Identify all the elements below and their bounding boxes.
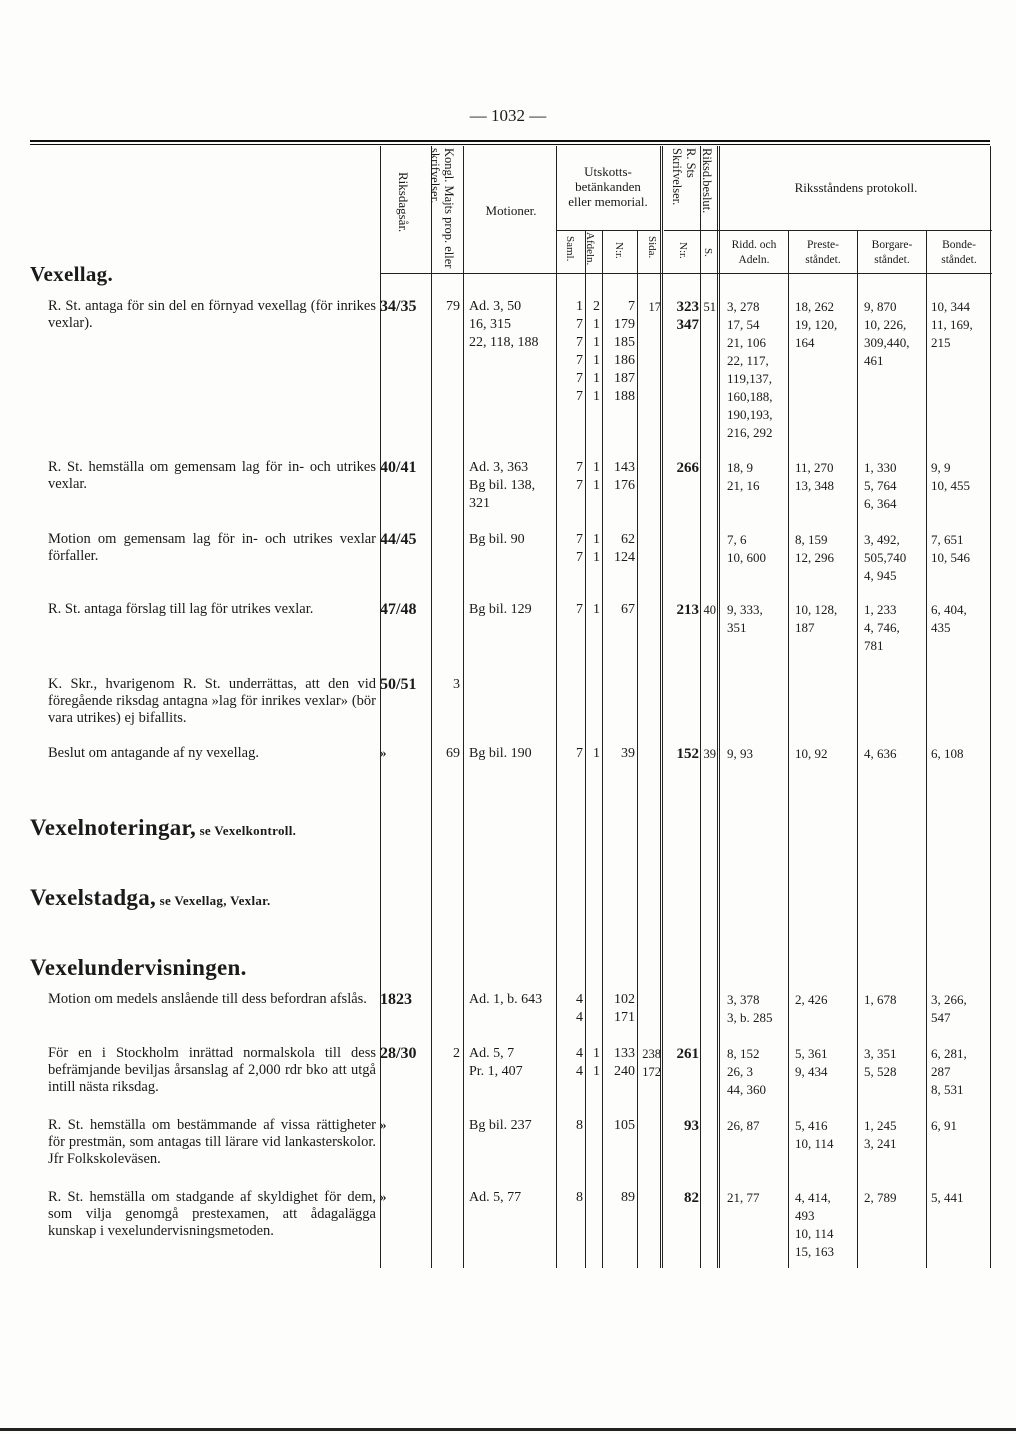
header-rsts-nr: N:r. — [677, 242, 689, 259]
entry-motioner: Ad. 3, 50 16, 315 22, 118, 188 — [469, 299, 539, 350]
section-heading — [30, 955, 390, 981]
section-heading-text: Vexelundervisningen. — [30, 955, 247, 980]
entry-saml: 7 7 — [576, 532, 583, 565]
entry-sida: 17 — [648, 300, 661, 314]
header-protokoll: Riksståndens protokoll. — [794, 180, 918, 195]
entry-saml: 8 — [576, 1190, 583, 1205]
header-subrule-protokoll — [720, 230, 992, 231]
header-ridd: Ridd. och Adeln. — [731, 239, 777, 266]
header-saml: Saml. — [564, 236, 576, 262]
entry-description: K. Skr., hvarigenom R. St. underrättas, att den vid föregående riksdag antagna »lag för inrikes vexlar» (bör vara utrikes) ej bifallits. — [48, 676, 376, 726]
entry-preste: 8, 159 12, 296 — [795, 532, 834, 565]
entry-motioner: Ad. 1, b. 643 — [469, 992, 543, 1007]
entry-ridd: 3, 278 17, 54 21, 106 22, 117, 119,137, 160,188, 190,193, 216, 292 — [727, 299, 773, 440]
entry-bonde: 9, 9 10, 455 — [931, 460, 970, 493]
entry-kongl: 69 — [446, 746, 460, 761]
entry-motioner: Bg bil. 190 — [469, 746, 532, 761]
entry-borgare: 1, 330 5, 764 6, 364 — [864, 460, 897, 511]
header-riksd-s: S. — [702, 248, 714, 257]
entry-beslut-sida: 39 — [703, 747, 716, 761]
entry-bonde: 6, 281, 287 8, 531 — [931, 1046, 967, 1097]
entry-afdeln: 1 1 — [593, 1046, 600, 1079]
header-riksd-beslut: Riksd.beslut. — [700, 148, 714, 214]
entry-skrifvelse-nr: 152 — [676, 746, 699, 762]
entry-kongl: 3 — [453, 677, 460, 692]
entry-nr: 67 — [621, 602, 635, 617]
entry-saml: 7 — [576, 746, 583, 761]
entry-nr: 62 124 — [614, 532, 635, 565]
entry-skrifvelse-nr: 323 347 — [676, 299, 699, 333]
section-heading-text: Vexelstadga, — [30, 885, 157, 910]
section-see-ref: se Vexelkontroll. — [196, 823, 297, 838]
entry-year: 50/51 — [380, 676, 417, 693]
entry-motioner: Bg bil. 129 — [469, 602, 532, 617]
entry-borgare: 1, 678 — [864, 992, 897, 1007]
top-rule — [30, 140, 990, 142]
entry-year: » — [380, 1189, 387, 1204]
entry-bonde: 5, 441 — [931, 1190, 964, 1205]
section-heading — [30, 815, 390, 841]
header-kongl: Kongl. Majts prop. eller skrifvelser. — [428, 148, 456, 269]
entry-year: » — [380, 1117, 387, 1132]
entry-year: 34/35 — [380, 298, 417, 315]
section-see-ref: se Vexellag, Vexlar. — [156, 893, 271, 908]
entry-bonde: 6, 404, 435 — [931, 602, 967, 635]
entry-nr: 143 176 — [614, 460, 635, 493]
entry-preste: 4, 414, 493 10, 114 15, 163 — [795, 1190, 834, 1259]
entry-skrifvelse-nr: 213 — [676, 602, 699, 618]
entry-description: Motion om gemensam lag för in- och utrikes vexlar förfaller. — [48, 531, 376, 564]
entry-description: Motion om medels anslående till dess befordran afslås. — [48, 991, 367, 1007]
col-line-preste — [857, 231, 858, 1268]
entry-motioner: Ad. 5, 7 Pr. 1, 407 — [469, 1046, 523, 1079]
section-heading-text: Vexelnoteringar, — [30, 815, 197, 840]
entry-nr: 102 171 — [614, 992, 635, 1025]
entry-ridd: 26, 87 — [727, 1118, 760, 1133]
entry-bonde: 6, 108 — [931, 746, 964, 761]
entry-afdeln: 1 — [593, 602, 600, 617]
entry-ridd: 21, 77 — [727, 1190, 760, 1205]
entry-description: R. St. hemställa om bestämmande af vissa rättigheter för prestmän, som antagas till lärare vid lankasterskolor. Jfr Folkskoleväsen. — [48, 1117, 376, 1167]
entry-skrifvelse-nr: 261 — [676, 1046, 699, 1062]
entry-nr: 7 179 185 186 187 188 — [614, 299, 635, 404]
entry-year: » — [380, 745, 387, 760]
entry-afdeln: 1 1 — [593, 460, 600, 493]
entry-nr: 39 — [621, 746, 635, 761]
entry-bonde: 7, 651 10, 546 — [931, 532, 970, 565]
entry-borgare: 1, 245 3, 241 — [864, 1118, 897, 1151]
col-line-borgare — [926, 231, 927, 1268]
entry-kongl: 79 — [446, 299, 460, 314]
entry-borgare: 1, 233 4, 746, 781 — [864, 602, 900, 653]
entry-preste: 5, 361 9, 434 — [795, 1046, 828, 1079]
entry-year: 47/48 — [380, 601, 417, 618]
entry-description: Beslut om antagande af ny vexellag. — [48, 745, 259, 761]
section-heading-text: Vexellag. — [30, 262, 113, 286]
section-heading — [30, 262, 390, 287]
entry-afdeln: 2 1 1 1 1 1 — [593, 299, 600, 404]
bottom-edge-rule — [0, 1428, 1016, 1431]
header-riksdagsar: Riksdagsår. — [396, 172, 411, 233]
entry-borgare: 3, 492, 505,740 4, 945 — [864, 532, 907, 583]
entry-skrifvelse-nr: 82 — [684, 1190, 699, 1206]
entry-saml: 1 7 7 7 7 7 — [576, 299, 583, 404]
entry-preste: 10, 128, 187 — [795, 602, 838, 635]
entry-skrifvelse-nr: 93 — [684, 1118, 699, 1134]
entry-nr: 105 — [614, 1118, 635, 1133]
entry-description: R. St. antaga förslag till lag för utrikes vexlar. — [48, 601, 314, 617]
entry-nr: 133 240 — [614, 1046, 635, 1079]
entry-beslut-sida: 51 — [703, 300, 716, 314]
entry-motioner: Ad. 5, 77 — [469, 1190, 522, 1205]
entry-skrifvelse-nr: 266 — [676, 460, 699, 476]
header-bottom-rule — [380, 273, 992, 274]
entry-ridd: 18, 9 21, 16 — [727, 460, 760, 493]
entry-nr: 89 — [621, 1190, 635, 1205]
entry-description: R. St. hemställa om gemensam lag för in- och utrikes vexlar. — [48, 459, 376, 492]
entry-preste: 2, 426 — [795, 992, 828, 1007]
entry-ridd: 7, 6 10, 600 — [727, 532, 766, 565]
entry-year: 28/30 — [380, 1045, 417, 1062]
entry-ridd: 9, 333, 351 — [727, 602, 763, 635]
entry-year: 1823 — [380, 991, 412, 1008]
entry-borgare: 3, 351 5, 528 — [864, 1046, 897, 1079]
entry-preste: 18, 262 19, 120, 164 — [795, 299, 838, 350]
header-subrule-skr — [664, 230, 720, 231]
section-heading — [30, 885, 390, 911]
entry-sida: 238 172 — [642, 1047, 661, 1079]
header-preste: Preste- ståndet. — [805, 239, 841, 266]
entry-preste: 10, 92 — [795, 746, 828, 761]
col-line-kongl — [463, 146, 464, 1268]
header-bonde: Bonde- ståndet. — [941, 239, 977, 266]
entry-description: R. St. antaga för sin del en förnyad vexellag (för inrikes vexlar). — [48, 298, 376, 331]
entry-beslut-sida: 40 — [703, 603, 716, 617]
header-rsts: R. Sts Skrifvelser. — [670, 148, 698, 206]
entry-saml: 8 — [576, 1118, 583, 1133]
header-utskott: Utskotts- betänkanden eller memorial. — [568, 164, 648, 209]
entry-description: R. St. hemställa om stadgande af skyldighet för dem, som vilja genomgå prestexamen, att ådagalägga kunskap i vexelundervisningsmetoden. — [48, 1189, 376, 1239]
entry-saml: 4 4 — [576, 992, 583, 1025]
top-rule-thin — [30, 144, 990, 145]
header-sida: Sida. — [646, 236, 658, 259]
entry-afdeln: 1 1 — [593, 532, 600, 565]
entry-ridd: 8, 152 26, 3 44, 360 — [727, 1046, 766, 1097]
entry-bonde: 6, 91 — [931, 1118, 957, 1133]
entry-saml: 7 7 — [576, 460, 583, 493]
entry-motioner: Bg bil. 237 — [469, 1118, 532, 1133]
entry-ridd: 3, 378 3, b. 285 — [727, 992, 773, 1025]
entry-borgare: 4, 636 — [864, 746, 897, 761]
header-subrule-utskott — [556, 230, 660, 231]
entry-borgare: 2, 789 — [864, 1190, 897, 1205]
col-line-nr — [637, 231, 638, 1268]
entry-borgare: 9, 870 10, 226, 309,440, 461 — [864, 299, 910, 368]
entry-preste: 11, 270 13, 348 — [795, 460, 834, 493]
entry-saml: 7 — [576, 602, 583, 617]
header-afdeln: Afdeln. — [584, 232, 596, 266]
entry-bonde: 10, 344 11, 169, 215 — [931, 299, 973, 350]
entry-afdeln: 1 — [593, 746, 600, 761]
entry-bonde: 3, 266, 547 — [931, 992, 967, 1025]
entry-year: 40/41 — [380, 459, 417, 476]
header-nr: N:r. — [613, 242, 625, 259]
entry-saml: 4 4 — [576, 1046, 583, 1079]
entry-motioner: Bg bil. 90 — [469, 532, 525, 547]
page-number: — 1032 — — [469, 106, 547, 125]
entry-description: För en i Stockholm inrättad normalskola till dess befrämjande beviljas årsanslag af 2,000 rdr bko att utgå intill nästa riksdag. — [48, 1045, 376, 1095]
header-borgare: Borgare- ståndet. — [871, 239, 913, 266]
entry-ridd: 9, 93 — [727, 746, 753, 761]
entry-preste: 5, 416 10, 114 — [795, 1118, 834, 1151]
entry-kongl: 2 — [453, 1046, 460, 1061]
header-motioner: Motioner. — [485, 203, 537, 218]
entry-motioner: Ad. 3, 363 Bg bil. 138, 321 — [469, 460, 536, 511]
entry-year: 44/45 — [380, 531, 417, 548]
col-line-beslut — [717, 146, 720, 1268]
